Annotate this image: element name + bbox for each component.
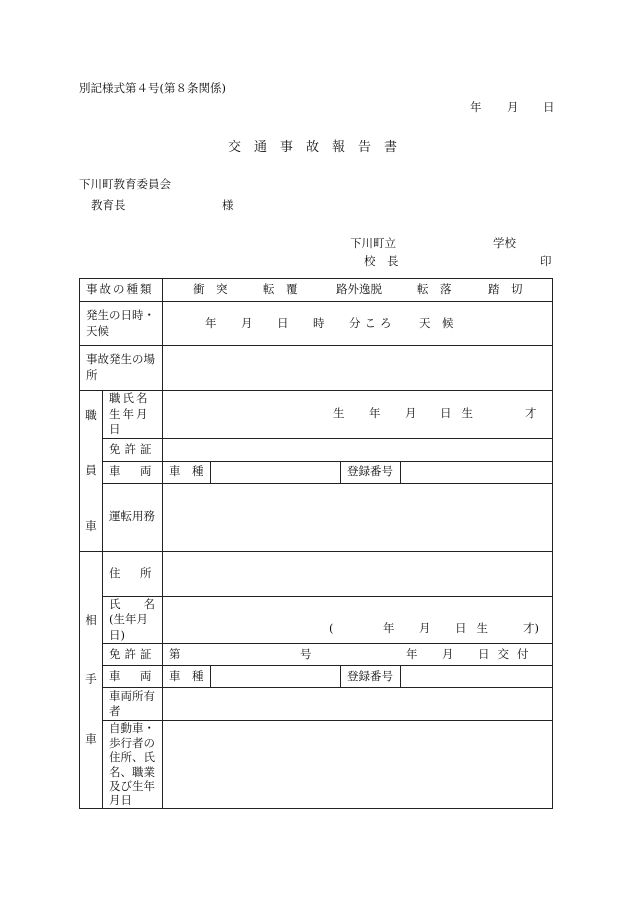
row-other-name bbox=[80, 596, 553, 644]
dt-year: 年 bbox=[205, 315, 217, 330]
row-datetime bbox=[80, 302, 553, 346]
staff-birth-year: 年 bbox=[369, 406, 381, 421]
staff-duty-label: 運転用務 bbox=[103, 483, 163, 551]
staff-license-label: 免許証 bbox=[103, 438, 163, 461]
dt-weather: 天 候 bbox=[419, 315, 454, 330]
other-name-field[interactable] bbox=[163, 596, 553, 644]
other-reg-no-field[interactable] bbox=[401, 666, 553, 688]
row-staff-license bbox=[80, 438, 553, 461]
form-note: 別記様式第４号(第８条関係) bbox=[79, 81, 226, 95]
staff-vehicle-kind-label: 車 種 bbox=[163, 461, 211, 483]
row-other-license bbox=[80, 644, 553, 666]
report-form-table bbox=[79, 278, 553, 809]
date-month: 月 bbox=[507, 100, 519, 114]
dt-day: 日 bbox=[277, 315, 289, 330]
other-birth-month: 月 bbox=[419, 621, 431, 636]
other-address-label: 住 所 bbox=[103, 551, 163, 596]
row-other-vehicle bbox=[80, 666, 553, 688]
other-pedestrian-field[interactable] bbox=[163, 721, 553, 809]
staff-birth-day: 日生 bbox=[440, 406, 483, 421]
other-vehicle-kind-field[interactable] bbox=[211, 666, 341, 688]
opt-fall[interactable]: 転 落 bbox=[417, 282, 452, 297]
other-owner-label: 車両所有者 bbox=[103, 688, 163, 721]
staff-name-label: 職氏名 生年月日 bbox=[103, 391, 163, 439]
row-staff-duty bbox=[80, 483, 553, 551]
datetime-field[interactable] bbox=[163, 302, 553, 346]
dt-hour: 時 bbox=[313, 315, 325, 330]
row-staff-vehicle bbox=[80, 461, 553, 483]
addressee-org: 下川町教育委員会 bbox=[79, 177, 171, 191]
dt-month: 月 bbox=[241, 315, 253, 330]
accident-type-options[interactable] bbox=[163, 279, 553, 302]
row-other-address bbox=[80, 551, 553, 596]
staff-duty-field[interactable] bbox=[163, 483, 553, 551]
row-other-owner bbox=[80, 688, 553, 721]
date-day: 日 bbox=[543, 100, 555, 114]
other-pedestrian-label: 自動車・歩行者の住所、氏名、職業及び生年月日 bbox=[103, 721, 163, 809]
staff-car-group-label: 職 員 車 bbox=[80, 391, 103, 552]
sender-principal: 校 長 bbox=[364, 254, 399, 268]
row-staff-name bbox=[80, 391, 553, 439]
opt-railroad-crossing[interactable]: 踏 切 bbox=[488, 282, 523, 297]
row-place bbox=[80, 346, 553, 391]
addressee-title: 教育長 bbox=[91, 198, 126, 212]
other-age: 才) bbox=[523, 621, 539, 636]
other-reg-no-label: 登録番号 bbox=[341, 666, 401, 688]
staff-birth-sei: 生 bbox=[333, 406, 345, 421]
other-license-label: 免許証 bbox=[103, 644, 163, 666]
license-year: 年 bbox=[406, 646, 418, 661]
staff-age: 才 bbox=[525, 406, 537, 421]
staff-name-field[interactable] bbox=[163, 391, 553, 439]
other-birth-year: 年 bbox=[383, 621, 395, 636]
staff-reg-no-field[interactable] bbox=[401, 461, 553, 483]
staff-license-field[interactable] bbox=[163, 438, 553, 461]
other-address-field[interactable] bbox=[163, 551, 553, 596]
other-owner-field[interactable] bbox=[163, 688, 553, 721]
other-birth-day: 日生 bbox=[455, 621, 498, 636]
row-accident-type bbox=[80, 279, 553, 302]
datetime-label: 発生の日時・天候 bbox=[80, 302, 163, 346]
accident-type-label: 事故の種類 bbox=[80, 279, 163, 302]
dt-minute: 分ころ bbox=[349, 315, 396, 330]
other-vehicle-label: 車 両 bbox=[103, 666, 163, 688]
other-license-field[interactable] bbox=[163, 644, 553, 666]
place-field[interactable] bbox=[163, 346, 553, 391]
other-birth-open: ( bbox=[329, 621, 334, 636]
other-car-group-label: 相 手 車 bbox=[80, 551, 103, 809]
addressee-honorific: 様 bbox=[222, 198, 234, 212]
staff-vehicle-kind-field[interactable] bbox=[211, 461, 341, 483]
license-no-suffix: 号 bbox=[300, 646, 312, 661]
staff-birth-month: 月 bbox=[405, 406, 417, 421]
opt-off-road[interactable]: 路外逸脱 bbox=[336, 282, 382, 297]
opt-overturn[interactable]: 転 覆 bbox=[263, 282, 298, 297]
row-other-pedestrian bbox=[80, 721, 553, 809]
other-vehicle-kind-label: 車 種 bbox=[163, 666, 211, 688]
license-issued: 日交付 bbox=[478, 646, 537, 661]
staff-reg-no-label: 登録番号 bbox=[341, 461, 401, 483]
place-label: 事故発生の場所 bbox=[80, 346, 163, 391]
page-title: 交通事故報告書 bbox=[228, 140, 411, 155]
date-year: 年 bbox=[470, 100, 482, 114]
sender-town: 下川町立 bbox=[350, 236, 396, 250]
license-month: 月 bbox=[442, 646, 454, 661]
seal-mark: 印 bbox=[540, 254, 552, 268]
opt-collision[interactable]: 衝 突 bbox=[193, 282, 228, 297]
sender-school: 学校 bbox=[493, 236, 516, 250]
staff-vehicle-label: 車 両 bbox=[103, 461, 163, 483]
other-name-label: 氏 名 (生年月日) bbox=[103, 596, 163, 644]
license-no-prefix: 第 bbox=[169, 646, 181, 661]
